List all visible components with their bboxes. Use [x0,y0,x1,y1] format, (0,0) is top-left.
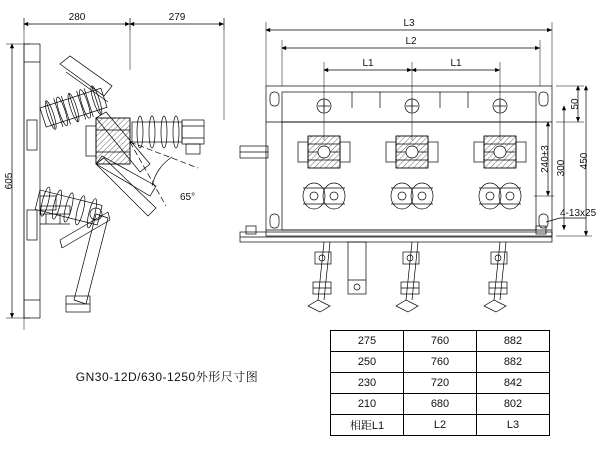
table-row [331,331,550,352]
dim-label-240: 240±3 [540,145,551,173]
angle-label-65: 65° [180,192,196,203]
table-cell: 250 [331,352,404,373]
table-cell: 210 [331,394,404,415]
table-row [331,352,550,373]
dim-label-605: 605 [4,172,15,190]
dim-label-280: 280 [68,12,86,23]
dim-label-300: 300 [556,159,567,177]
table-cell: 760 [404,352,477,373]
table-row [331,394,550,415]
pole-lower-blades [303,183,521,209]
hole-callout-label: 4-13x25 [560,208,597,219]
pole-insulators [298,136,526,168]
table-cell: 842 [477,373,550,394]
table-cell: 720 [404,373,477,394]
dim-label-L3: L3 [403,18,415,29]
table-header-cell: L2 [404,415,477,436]
pole-drive-rods [308,242,507,312]
table-header-cell: 相距L1 [331,415,404,436]
table-row [331,373,550,394]
left-view-mounting-frame [24,44,40,318]
table-cell: 802 [477,394,550,415]
table-header-row [331,415,550,436]
table-cell: 882 [477,352,550,373]
dim-label-L1-left: L1 [362,58,374,69]
insulator-right [132,116,204,154]
bottom-linkage-rail [240,226,552,242]
dim-label-L2: L2 [405,36,417,47]
table-cell: 230 [331,373,404,394]
dim-label-50: 50 [570,98,581,110]
left-view-top-dimensions [24,18,224,330]
table-cell: 760 [404,331,477,352]
figure-caption: GN30-12D/630-1250外形尺寸图 [75,370,259,384]
table-header-cell: L3 [477,415,550,436]
dim-label-450: 450 [579,152,590,170]
insulator-lower [34,185,103,230]
dim-label-279: 279 [168,12,186,23]
table-cell: 882 [477,331,550,352]
dim-label-L1-right: L1 [450,58,462,69]
drive-shaft [240,146,268,158]
dimension-table [330,330,550,436]
pole-upper-contacts [317,99,507,113]
left-view-contact-block [86,118,130,164]
table-cell: 275 [331,331,404,352]
table-cell: 680 [404,394,477,415]
